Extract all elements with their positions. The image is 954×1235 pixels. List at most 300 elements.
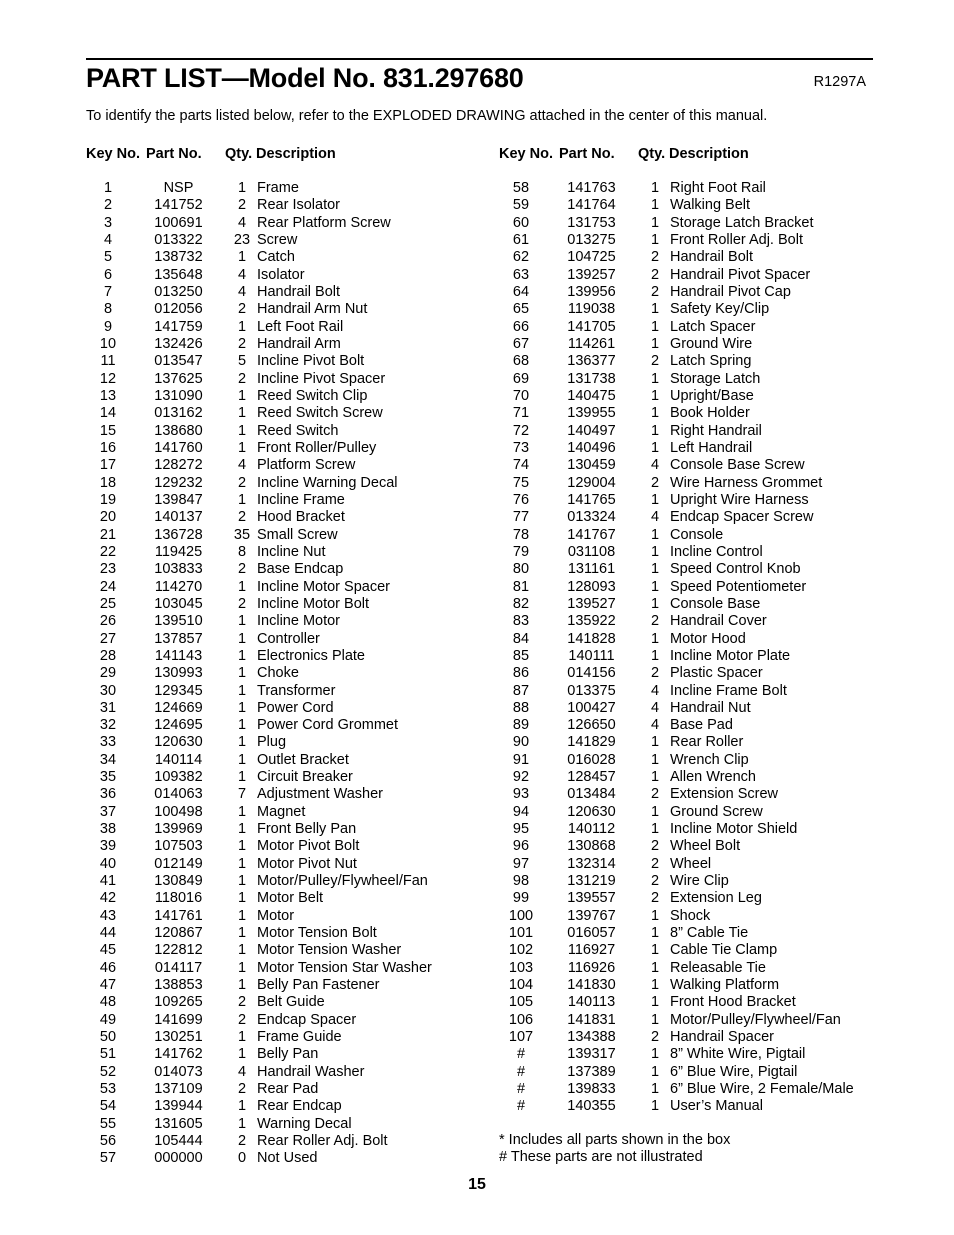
cell-description: Console — [670, 526, 724, 543]
cell-part-no: 140497 — [567, 422, 616, 439]
cell-description: Catch — [257, 249, 295, 266]
cell-qty: 1 — [237, 387, 247, 404]
cell-description: Incline Control — [670, 543, 763, 560]
table-row — [499, 509, 854, 526]
table-row — [499, 786, 854, 803]
cell-qty: 35 — [233, 526, 251, 543]
header-part-no: Part No. — [559, 146, 615, 162]
cell-part-no: 139944 — [154, 1098, 203, 1115]
cell-qty: 8 — [237, 543, 247, 560]
cell-description: Motor Pivot Bolt — [257, 838, 360, 855]
cell-qty: 2 — [237, 561, 247, 578]
cell-qty: 1 — [650, 1098, 660, 1115]
cell-part-no: 120867 — [154, 925, 203, 942]
cell-qty: 1 — [650, 994, 660, 1011]
cell-description: Reed Switch Screw — [257, 405, 383, 422]
cell-key-no: 105 — [508, 994, 534, 1011]
table-row — [86, 1012, 432, 1029]
table-row — [86, 631, 432, 648]
cell-key-no: 32 — [99, 717, 117, 734]
parts-rows-left — [86, 180, 432, 1168]
cell-description: Left Foot Rail — [257, 318, 344, 335]
cell-description: Console Base Screw — [670, 457, 805, 474]
cell-part-no: 139833 — [567, 1081, 616, 1098]
cell-part-no: 109382 — [154, 769, 203, 786]
cell-key-no: 77 — [512, 509, 530, 526]
cell-key-no: 74 — [512, 457, 530, 474]
cell-description: Incline Warning Decal — [257, 474, 398, 491]
cell-qty: 2 — [650, 855, 660, 872]
cell-qty: 1 — [237, 907, 247, 924]
cell-qty: 1 — [237, 717, 247, 734]
cell-part-no: 131090 — [154, 387, 203, 404]
cell-description: Safety Key/Clip — [670, 301, 770, 318]
cell-part-no: 103833 — [154, 561, 203, 578]
cell-qty: 2 — [237, 595, 247, 612]
cell-qty: 1 — [650, 734, 660, 751]
cell-qty: 1 — [237, 422, 247, 439]
cell-description: Belly Pan — [257, 1046, 319, 1063]
cell-key-no: # — [516, 1063, 526, 1080]
table-row — [499, 440, 854, 457]
table-row — [499, 457, 854, 474]
cell-qty: 1 — [650, 526, 660, 543]
cell-key-no: 102 — [508, 942, 534, 959]
cell-key-no: 13 — [99, 387, 117, 404]
cell-description: 8” White Wire, Pigtail — [670, 1046, 806, 1063]
cell-key-no: 107 — [508, 1029, 534, 1046]
table-row — [86, 544, 432, 561]
cell-key-no: 59 — [512, 197, 530, 214]
cell-key-no: 68 — [512, 353, 530, 370]
cell-qty: 1 — [237, 855, 247, 872]
cell-key-no: 14 — [99, 405, 117, 422]
cell-description: Transformer — [257, 682, 336, 699]
cell-qty: 1 — [237, 925, 247, 942]
cell-part-no: 135648 — [154, 266, 203, 283]
cell-description: Handrail Washer — [257, 1063, 365, 1080]
cell-qty: 4 — [237, 214, 247, 231]
cell-part-no: 141699 — [154, 1011, 203, 1028]
cell-part-no: 000000 — [154, 1150, 203, 1167]
cell-qty: 4 — [650, 699, 660, 716]
cell-part-no: 141143 — [154, 647, 203, 664]
table-row — [86, 301, 432, 318]
cell-part-no: 141829 — [567, 734, 616, 751]
cell-key-no: 106 — [508, 1011, 534, 1028]
cell-part-no: 013275 — [567, 231, 616, 248]
table-row — [86, 873, 432, 890]
cell-part-no: 130868 — [567, 838, 616, 855]
cell-description: Rear Platform Screw — [257, 214, 391, 231]
table-row — [86, 665, 432, 682]
cell-qty: 1 — [650, 647, 660, 664]
table-row — [86, 232, 432, 249]
table-row — [499, 561, 854, 578]
cell-qty: 2 — [237, 474, 247, 491]
cell-part-no: 013547 — [154, 353, 203, 370]
cell-key-no: 51 — [99, 1046, 117, 1063]
cell-key-no: 57 — [99, 1150, 117, 1167]
table-row — [499, 319, 854, 336]
table-row — [86, 509, 432, 526]
table-row — [86, 457, 432, 474]
cell-part-no: 104725 — [567, 249, 616, 266]
table-row — [499, 804, 854, 821]
cell-key-no: 20 — [99, 509, 117, 526]
cell-key-no: 11 — [100, 353, 116, 370]
cell-key-no: 9 — [103, 318, 113, 335]
table-header — [499, 146, 854, 163]
cell-key-no: 10 — [99, 335, 117, 352]
cell-part-no: 140112 — [567, 821, 616, 838]
cell-description: Upright/Base — [670, 387, 754, 404]
cell-key-no: 19 — [99, 491, 117, 508]
cell-key-no: 99 — [512, 890, 530, 907]
cell-part-no: 114261 — [567, 335, 616, 352]
cell-part-no: 140137 — [154, 509, 203, 526]
cell-description: 8” Cable Tie — [670, 925, 749, 942]
cell-description: 6” Blue Wire, 2 Female/Male — [670, 1081, 854, 1098]
table-row — [499, 1081, 854, 1098]
cell-description: Plastic Spacer — [670, 665, 763, 682]
cell-part-no: 137389 — [567, 1063, 616, 1080]
cell-part-no: 138732 — [154, 249, 203, 266]
cell-description: Motor Hood — [670, 630, 746, 647]
cell-description: Reed Switch Clip — [257, 387, 368, 404]
cell-description: Hood Bracket — [257, 509, 345, 526]
cell-key-no: 69 — [512, 370, 530, 387]
table-row — [86, 786, 432, 803]
cell-description: Screw — [257, 231, 298, 248]
cell-key-no: 56 — [99, 1133, 117, 1150]
cell-qty: 2 — [237, 301, 247, 318]
cell-qty: 2 — [650, 266, 660, 283]
cell-description: Belt Guide — [257, 994, 325, 1011]
cell-qty: 1 — [650, 301, 660, 318]
table-row — [86, 752, 432, 769]
cell-key-no: 87 — [512, 682, 530, 699]
cell-qty: 0 — [237, 1150, 247, 1167]
cell-qty: 1 — [650, 439, 660, 456]
table-row — [499, 631, 854, 648]
cell-key-no: 52 — [99, 1063, 117, 1080]
cell-qty: 2 — [237, 197, 247, 214]
cell-description: Handrail Nut — [670, 699, 751, 716]
cell-part-no: 031108 — [567, 543, 616, 560]
cell-description: Not Used — [257, 1150, 318, 1167]
cell-qty: 1 — [650, 561, 660, 578]
cell-description: Incline Motor Spacer — [257, 578, 390, 595]
table-row — [499, 769, 854, 786]
header-description: Description — [669, 146, 749, 162]
cell-part-no: 141759 — [154, 318, 203, 335]
cell-description: Handrail Cover — [670, 613, 767, 630]
cell-qty: 1 — [237, 318, 247, 335]
cell-part-no: 114270 — [154, 578, 203, 595]
cell-part-no: 141705 — [567, 318, 616, 335]
cell-key-no: 95 — [512, 821, 530, 838]
cell-part-no: 120630 — [154, 734, 203, 751]
cell-key-no: 22 — [99, 543, 117, 560]
page-title: PART LIST—Model No. 831.297680 — [86, 63, 524, 93]
cell-qty: 1 — [650, 179, 660, 196]
cell-key-no: 46 — [99, 959, 117, 976]
table-row — [86, 1150, 432, 1167]
cell-key-no: 67 — [512, 335, 530, 352]
table-row — [86, 1133, 432, 1150]
cell-key-no: 41 — [99, 873, 117, 890]
cell-key-no: 33 — [99, 734, 117, 751]
table-row — [499, 596, 854, 613]
cell-description: Endcap Spacer Screw — [670, 509, 814, 526]
table-row — [86, 1081, 432, 1098]
cell-description: Platform Screw — [257, 457, 356, 474]
cell-description: Handrail Bolt — [670, 249, 754, 266]
cell-key-no: 80 — [512, 561, 530, 578]
cell-description: Wheel — [670, 855, 712, 872]
cell-key-no: 27 — [99, 630, 117, 647]
cell-key-no: 3 — [103, 214, 113, 231]
cell-part-no: 128457 — [567, 769, 616, 786]
cell-qty: 2 — [650, 353, 660, 370]
table-row — [499, 215, 854, 232]
cell-description: Right Foot Rail — [670, 179, 766, 196]
cell-key-no: 26 — [99, 613, 117, 630]
table-row — [499, 579, 854, 596]
cell-description: Incline Nut — [257, 543, 326, 560]
cell-part-no: 141761 — [154, 907, 203, 924]
table-row — [499, 1012, 854, 1029]
cell-description: Power Cord — [257, 699, 334, 716]
cell-part-no: 140113 — [567, 994, 616, 1011]
cell-description: Frame — [257, 179, 299, 196]
cell-part-no: 139557 — [567, 890, 616, 907]
cell-key-no: 100 — [508, 907, 534, 924]
table-row — [499, 336, 854, 353]
cell-description: Motor/Pulley/Flywheel/Fan — [670, 1011, 841, 1028]
cell-key-no: 76 — [512, 491, 530, 508]
cell-key-no: 82 — [512, 595, 530, 612]
cell-qty: 1 — [237, 873, 247, 890]
cell-key-no: 2 — [103, 197, 113, 214]
cell-qty: 1 — [237, 1046, 247, 1063]
cell-description: Releasable Tie — [670, 959, 766, 976]
cell-qty: 1 — [650, 422, 660, 439]
cell-description: Handrail Pivot Spacer — [670, 266, 811, 283]
cell-description: Incline Motor Bolt — [257, 595, 370, 612]
cell-key-no: 35 — [99, 769, 117, 786]
cell-qty: 4 — [650, 682, 660, 699]
cell-part-no: 118016 — [154, 890, 203, 907]
cell-part-no: 119038 — [567, 301, 616, 318]
cell-qty: 2 — [650, 838, 660, 855]
cell-description: Left Handrail — [670, 439, 753, 456]
table-row — [86, 197, 432, 214]
cell-key-no: 101 — [508, 925, 534, 942]
table-row — [499, 1098, 854, 1115]
table-row — [499, 665, 854, 682]
header-key-no: Key No. — [86, 146, 140, 162]
cell-part-no: 141762 — [154, 1046, 203, 1063]
parts-table-right — [499, 146, 854, 1116]
cell-key-no: # — [516, 1081, 526, 1098]
table-row — [499, 977, 854, 994]
parts-table-left — [86, 146, 432, 1168]
cell-description: Motor Tension Washer — [257, 942, 402, 959]
cell-qty: 2 — [650, 613, 660, 630]
cell-description: Wheel Bolt — [670, 838, 741, 855]
cell-part-no: 139956 — [567, 283, 616, 300]
cell-key-no: 5 — [103, 249, 113, 266]
table-row — [499, 856, 854, 873]
cell-part-no: 014073 — [154, 1063, 203, 1080]
table-row — [86, 838, 432, 855]
cell-part-no: 139847 — [154, 491, 203, 508]
cell-part-no: 130251 — [154, 1029, 203, 1046]
cell-part-no: 014063 — [154, 786, 203, 803]
cell-key-no: 21 — [99, 526, 117, 543]
cell-key-no: 39 — [99, 838, 117, 855]
cell-key-no: 8 — [103, 301, 113, 318]
cell-key-no: 37 — [99, 803, 117, 820]
table-row — [86, 319, 432, 336]
table-row — [86, 734, 432, 751]
cell-qty: 1 — [237, 578, 247, 595]
intro-text: To identify the parts listed below, refer to the EXPLODED DRAWING attached in the center of this manual. — [86, 108, 768, 124]
cell-description: Belly Pan Fastener — [257, 977, 380, 994]
cell-key-no: 50 — [99, 1029, 117, 1046]
cell-description: Frame Guide — [257, 1029, 342, 1046]
cell-description: Handrail Arm Nut — [257, 301, 368, 318]
cell-part-no: 109265 — [154, 994, 203, 1011]
table-row — [499, 544, 854, 561]
cell-description: Rear Isolator — [257, 197, 341, 214]
cell-part-no: 131753 — [567, 214, 616, 231]
cell-part-no: 141830 — [567, 977, 616, 994]
cell-qty: 1 — [650, 543, 660, 560]
cell-part-no: 100691 — [154, 214, 203, 231]
cell-qty: 1 — [237, 665, 247, 682]
cell-part-no: 116926 — [567, 959, 616, 976]
cell-qty: 2 — [650, 249, 660, 266]
cell-part-no: 134388 — [567, 1029, 616, 1046]
cell-qty: 1 — [237, 439, 247, 456]
cell-qty: 1 — [237, 249, 247, 266]
cell-key-no: 44 — [99, 925, 117, 942]
cell-qty: 2 — [237, 994, 247, 1011]
table-row — [86, 977, 432, 994]
cell-key-no: 96 — [512, 838, 530, 855]
footnotes — [499, 1132, 730, 1167]
cell-description: User’s Manual — [670, 1098, 763, 1115]
table-row — [499, 232, 854, 249]
cell-description: Small Screw — [257, 526, 338, 543]
cell-description: Walking Belt — [670, 197, 751, 214]
cell-qty: 1 — [650, 751, 660, 768]
table-row — [86, 423, 432, 440]
cell-part-no: 139969 — [154, 821, 203, 838]
cell-key-no: 103 — [508, 959, 534, 976]
cell-key-no: 18 — [99, 474, 117, 491]
cell-description: Outlet Bracket — [257, 751, 349, 768]
cell-key-no: 47 — [99, 977, 117, 994]
cell-part-no: 131219 — [567, 873, 616, 890]
cell-description: Circuit Breaker — [257, 769, 353, 786]
cell-description: Motor Belt — [257, 890, 324, 907]
parts-rows-right — [499, 180, 854, 1116]
cell-key-no: 17 — [99, 457, 117, 474]
cell-qty: 1 — [650, 491, 660, 508]
table-row — [86, 994, 432, 1011]
cell-key-no: 6 — [103, 266, 113, 283]
cell-part-no: 139317 — [567, 1046, 616, 1063]
table-row — [86, 440, 432, 457]
cell-qty: 1 — [237, 405, 247, 422]
cell-description: Speed Potentiometer — [670, 578, 807, 595]
table-row — [499, 180, 854, 197]
table-row — [499, 527, 854, 544]
cell-description: Handrail Bolt — [257, 283, 341, 300]
cell-key-no: 72 — [512, 422, 530, 439]
cell-qty: 5 — [237, 353, 247, 370]
cell-qty: 2 — [650, 873, 660, 890]
cell-key-no: 66 — [512, 318, 530, 335]
table-row — [86, 1046, 432, 1063]
cell-key-no: 40 — [99, 855, 117, 872]
page-number: 15 — [468, 1176, 486, 1193]
cell-description: Ground Screw — [670, 803, 763, 820]
cell-description: Power Cord Grommet — [257, 717, 399, 734]
cell-description: Front Roller Adj. Bolt — [670, 231, 803, 248]
cell-part-no: 013484 — [567, 786, 616, 803]
cell-qty: 1 — [237, 699, 247, 716]
cell-qty: 1 — [650, 578, 660, 595]
footnote-not-illustrated: # These parts are not illustrated — [499, 1149, 703, 1166]
cell-qty: 1 — [237, 734, 247, 751]
table-row — [86, 908, 432, 925]
cell-key-no: 97 — [512, 855, 530, 872]
cell-qty: 1 — [237, 1115, 247, 1132]
cell-key-no: 42 — [99, 890, 117, 907]
cell-part-no: 122812 — [154, 942, 203, 959]
cell-part-no: 140355 — [567, 1098, 616, 1115]
cell-description: Motor Tension Star Washer — [257, 959, 432, 976]
cell-description: Rear Pad — [257, 1081, 319, 1098]
cell-description: Rear Roller Adj. Bolt — [257, 1133, 388, 1150]
cell-part-no: 129232 — [154, 474, 203, 491]
cell-part-no: 141764 — [567, 197, 616, 214]
cell-part-no: 105444 — [154, 1133, 203, 1150]
cell-description: Plug — [257, 734, 287, 751]
cell-qty: 1 — [237, 179, 247, 196]
table-row — [86, 769, 432, 786]
cell-description: Front Roller/Pulley — [257, 439, 377, 456]
cell-key-no: 7 — [103, 283, 113, 300]
cell-qty: 2 — [650, 1029, 660, 1046]
cell-description: Rear Roller — [670, 734, 744, 751]
table-row — [86, 613, 432, 630]
table-header — [86, 146, 432, 163]
cell-key-no: 61 — [512, 231, 530, 248]
cell-qty: 1 — [650, 977, 660, 994]
cell-part-no: 013375 — [567, 682, 616, 699]
cell-qty: 1 — [650, 907, 660, 924]
cell-part-no: 100498 — [154, 803, 203, 820]
table-row — [86, 561, 432, 578]
cell-description: Motor Tension Bolt — [257, 925, 377, 942]
cell-part-no: 130849 — [154, 873, 203, 890]
